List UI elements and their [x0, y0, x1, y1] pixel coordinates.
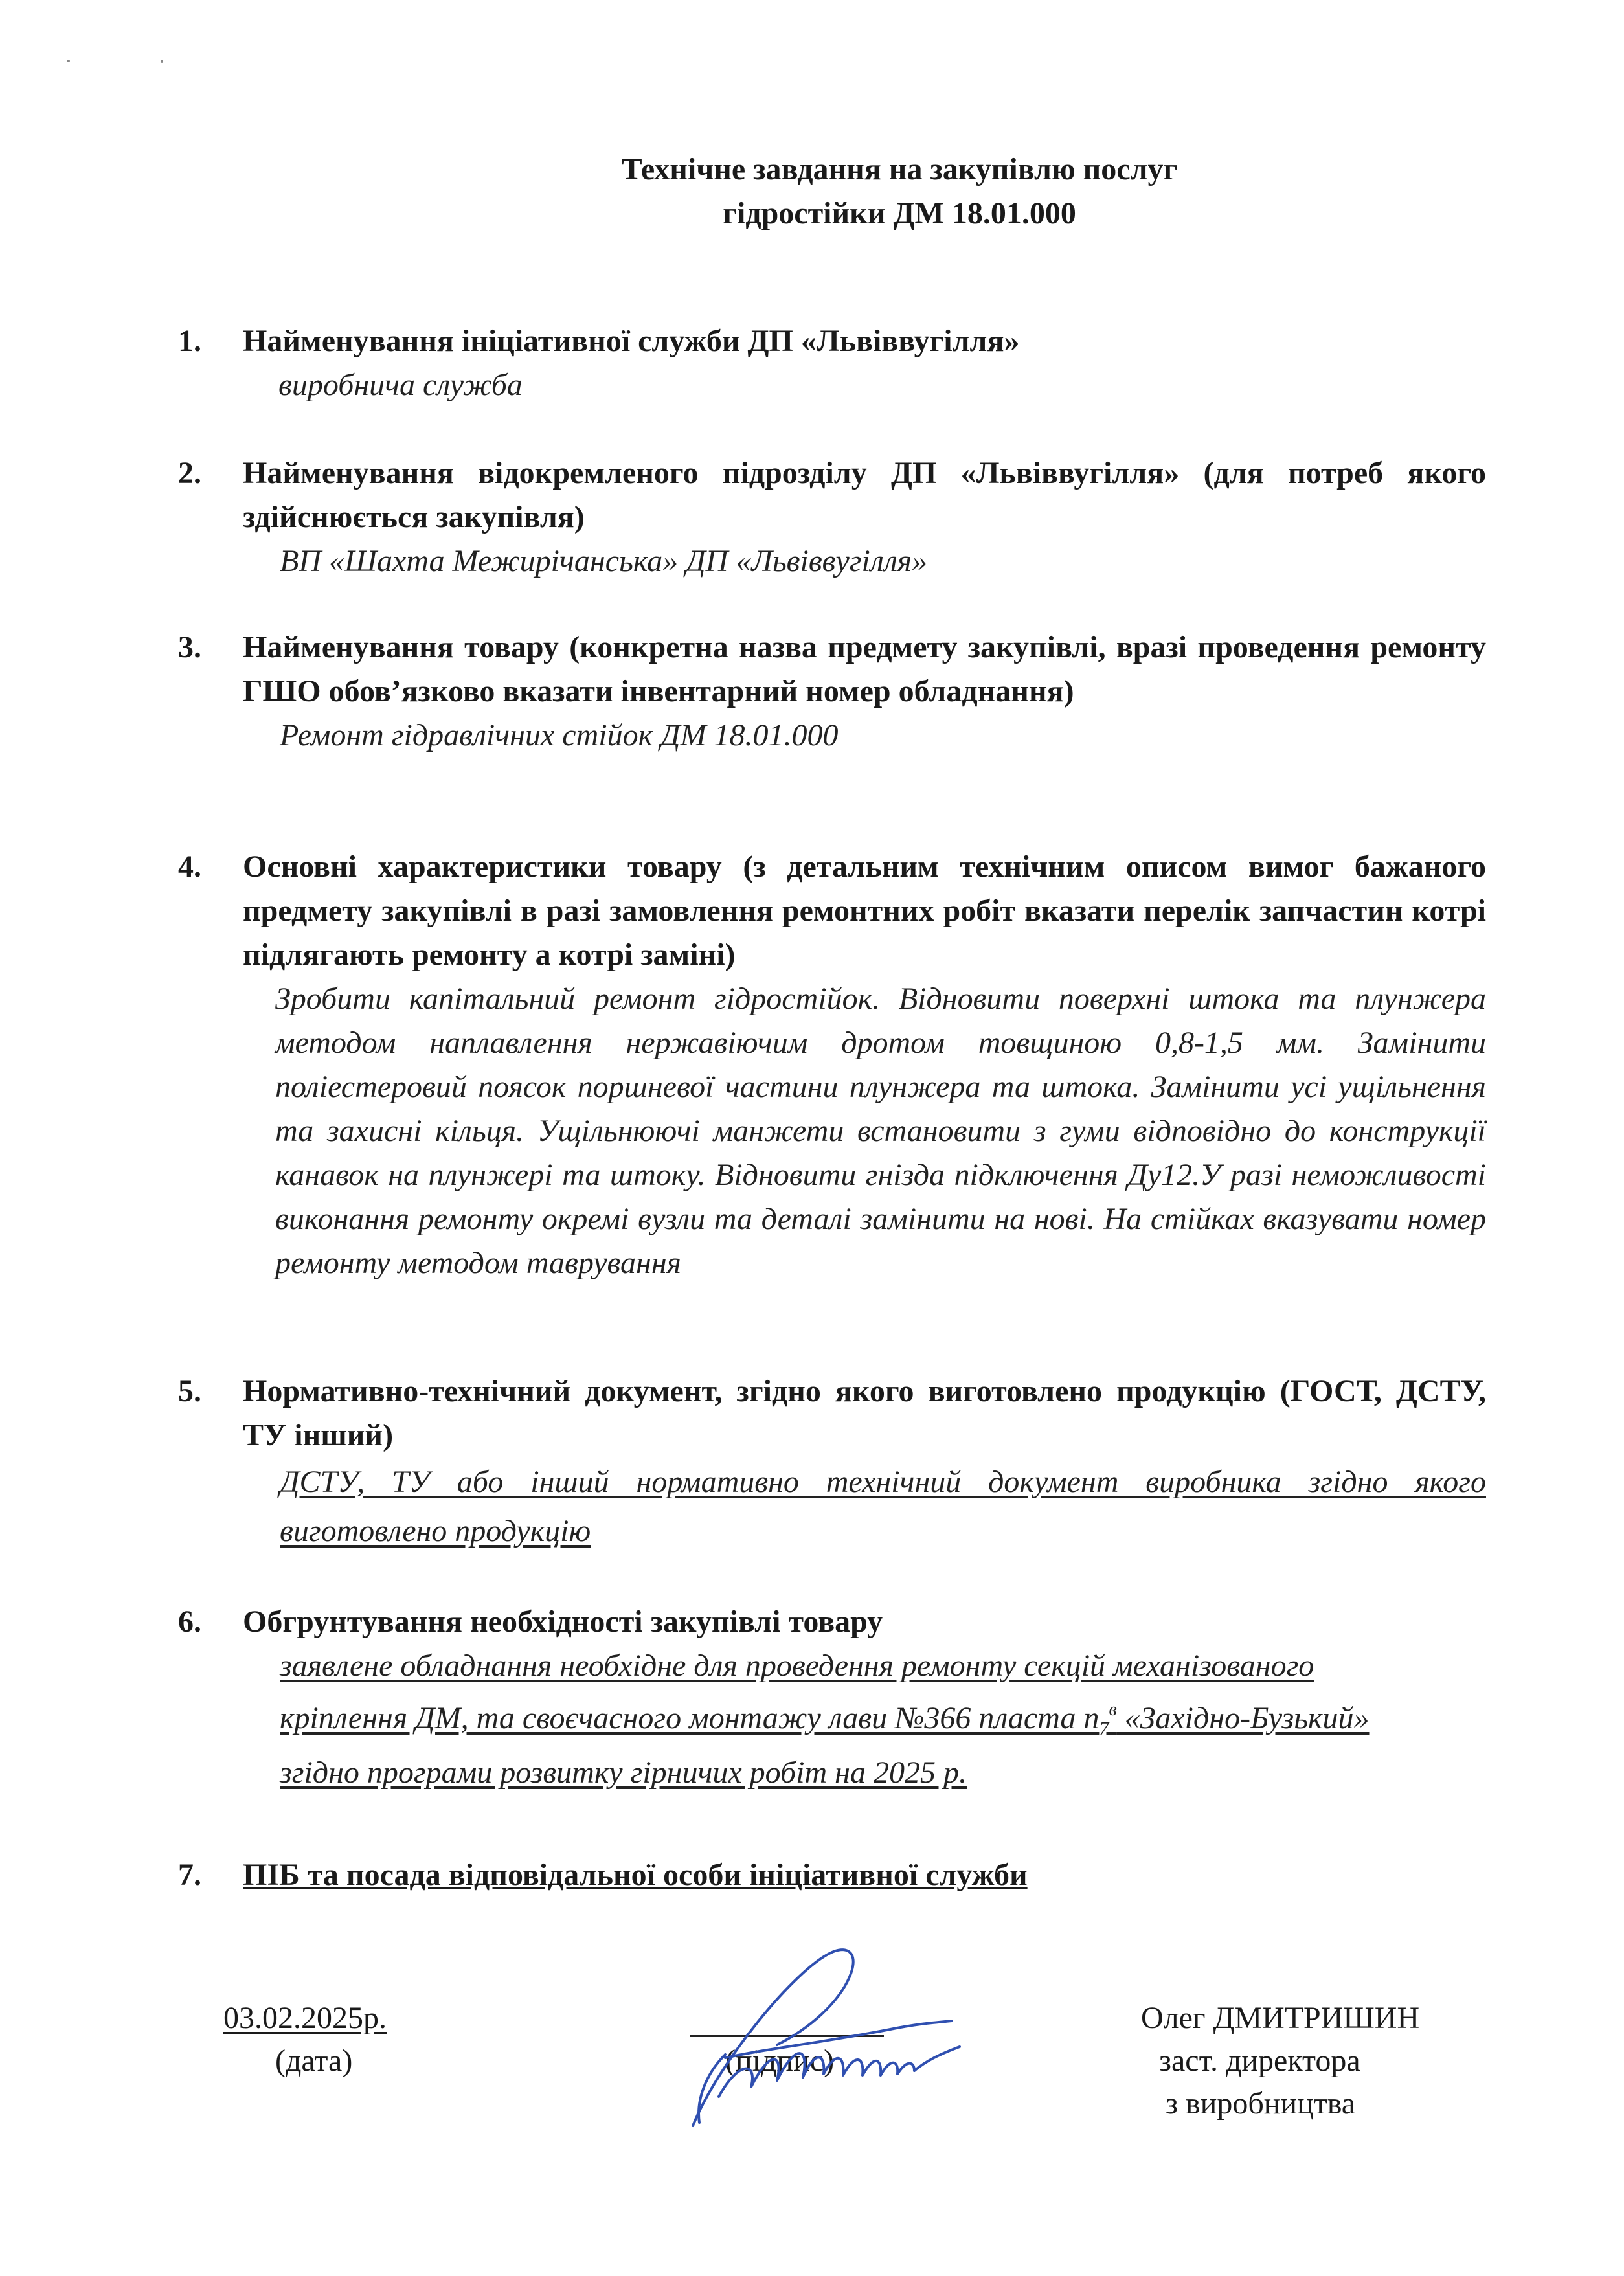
section-body: ДСТУ, ТУ або інший нормативно технічний документ виробника згідно якого виготовлено продукцію: [280, 1465, 1486, 1548]
section-1: [178, 319, 1486, 407]
handwritten-signature: [680, 1932, 965, 2139]
section-number: 5.: [178, 1374, 201, 1408]
section-body: [280, 1644, 1381, 1795]
section-body: Ремонт гідравлічних стійок ДМ 18.01.000: [280, 718, 839, 752]
date-label: (дата): [275, 2044, 353, 2078]
title-line-2: гідростійки ДМ 18.01.000: [723, 196, 1076, 231]
section-number: 6.: [178, 1605, 201, 1639]
body-text: заявлене обладнання необхідне для проведення ремонту секцій механізованого кріплення ДМ, та своєчасного монтажу лави №366 пласта n: [280, 1649, 1314, 1735]
section-body: Зробити капітальний ремонт гідростійок. Відновити поверхні штока та плунжера методом наплавлення нержавіючим дротом товщиною 0,8-1,5 мм. Замінити поліестеровий поясок поршневої частини плунжера та штока. Замінити усі ущільнення та захисні кільця. Ущільнюючі манжети встановити з гуми відповідно до конструкції канавок на плунжері та штоку. Відновити гнізда підключення Ду12.У разі неможливості виконання ремонту окремі вузли та деталі замінити на нові. На стійках вказувати номер ремонту методом таврування: [275, 982, 1486, 1280]
signature-label: (підпис): [725, 2044, 835, 2078]
signer-position-line-2: з виробництва: [1166, 2086, 1356, 2121]
section-body: ВП «Шахта Межирічанська» ДП «Львіввугілля»: [280, 544, 928, 578]
section-number: 4.: [178, 850, 201, 884]
section-3: [178, 625, 1486, 758]
section-6: [178, 1600, 1486, 1795]
section-heading: Основні характеристики товару (з детальним технічним описом вимог бажаного предмету закупівлі в разі замовлення ремонтних робіт вказати перелік запчастин котрі підлягають ремонту а котрі заміні): [243, 850, 1486, 972]
section-heading: ПІБ та посада відповідальної особи ініціативної служби: [243, 1858, 1028, 1892]
section-number: 2.: [178, 456, 201, 490]
section-heading: Нормативно-технічний документ, згідно якого виготовлено продукцію (ГОСТ, ДСТУ, ТУ інший): [243, 1374, 1486, 1452]
signer-name: Олег ДМИТРИШИН: [1141, 2001, 1420, 2035]
section-heading: Найменування відокремленого підрозділу ДП «Львіввугілля» (для потреб якого здійснюється закупівля): [243, 456, 1486, 534]
subscript: 7: [1099, 1718, 1109, 1739]
section-number: 7.: [178, 1858, 201, 1892]
signature-block: [0, 1996, 1624, 2152]
document-title: [0, 148, 1624, 236]
section-heading: Найменування ініціативної служби ДП «Львіввугілля»: [243, 324, 1020, 358]
section-body: виробнича служба: [278, 368, 523, 402]
section-heading: Обгрунтування необхідності закупівлі товару: [243, 1605, 883, 1639]
section-4: [178, 845, 1486, 1285]
section-2: [178, 451, 1486, 583]
section-7: [178, 1853, 1486, 1897]
section-number: 1.: [178, 324, 201, 358]
scan-speck: [67, 60, 70, 62]
signer-position-line-1: заст. директора: [1159, 2044, 1360, 2078]
section-number: 3.: [178, 630, 201, 664]
section-heading: Найменування товару (конкретна назва предмету закупівлі, вразі проведення ремонту ГШО обов’язково вказати інвентарний номер обладнання): [243, 630, 1486, 708]
title-line-1: Технічне завдання на закупівлю послуг: [621, 152, 1178, 186]
superscript: в: [1109, 1700, 1117, 1720]
section-5: [178, 1369, 1486, 1556]
body-text: «Західно-Бузький» згідно програми розвитку гірничих робіт на 2025 р.: [280, 1701, 1370, 1790]
date-value: 03.02.2025р.: [223, 2001, 387, 2035]
scan-speck: [161, 60, 163, 63]
